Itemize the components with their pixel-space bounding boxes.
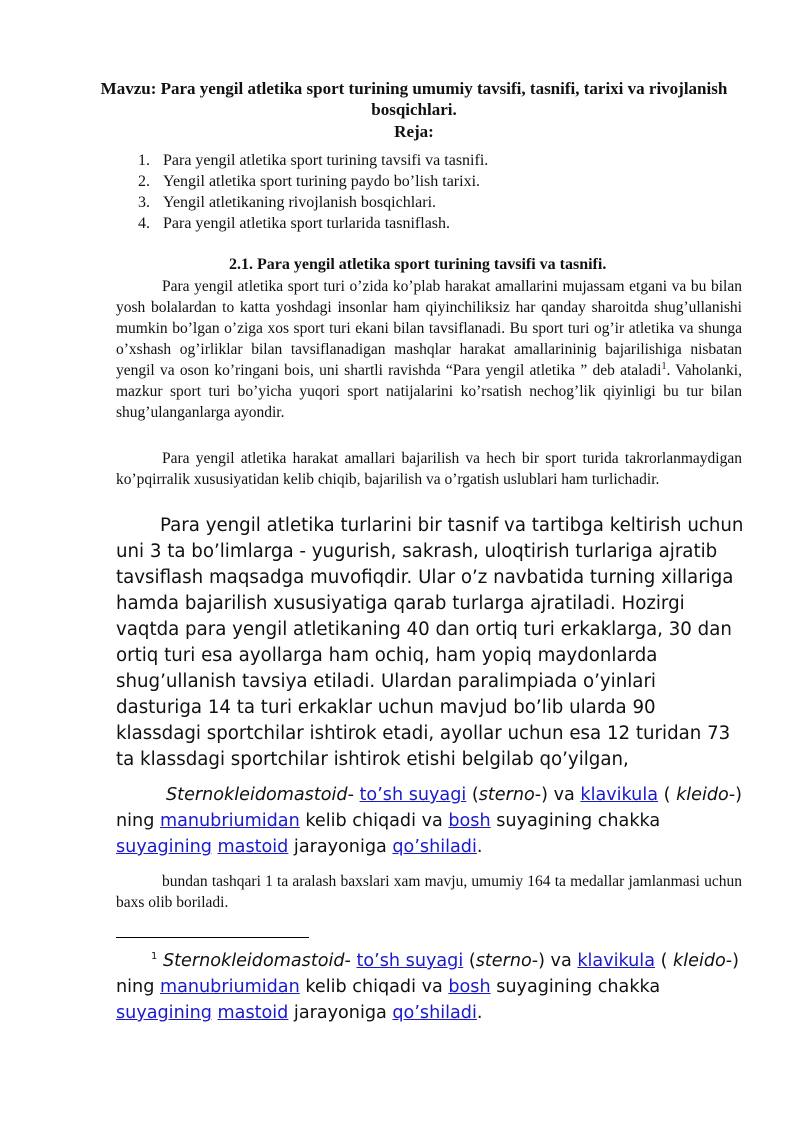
footnote-number: 1 [151, 951, 158, 963]
plan-item-number: 1. [138, 152, 150, 169]
text-fragment: . [476, 837, 483, 857]
text-fragment: . [476, 1003, 483, 1023]
footnote [116, 948, 746, 1026]
link-mastoid[interactable]: mastoid [217, 1003, 289, 1023]
plan-item-number: 2. [138, 173, 150, 190]
paragraph-description [116, 276, 742, 423]
document-title: Mavzu: Para yengil atletika sport turining umumiy tavsifi, tasnifi, tarixi va rivojlanish bosqichlari. [100, 79, 728, 119]
plan-heading: Reja: [394, 122, 434, 141]
anatomy-term: Sternokleidomastoid [162, 951, 345, 971]
text-fragment: ( [463, 951, 476, 971]
text-fragment: jarayoniga [288, 1003, 393, 1023]
plan-list [120, 150, 720, 234]
text-fragment: -) va [534, 785, 581, 805]
plan-item-text: Para yengil atletika sport turlarida tasniflash. [163, 215, 451, 232]
paragraph-medals: bundan tashqari 1 ta aralash baxslari xam mavju, umumiy 164 ta medallar jamlanmasi uchun baxs olib boriladi. [116, 873, 742, 911]
text-fragment: kelib chiqadi va [299, 977, 449, 997]
link-suyagining[interactable]: suyagining [116, 837, 212, 857]
plan-item [120, 192, 720, 213]
latin-term: kleido [673, 951, 726, 971]
link-qoshiladi[interactable]: qo’shiladi [392, 837, 477, 857]
plan-item-text: Yengil atletika sport turining paydo bo’lish tarixi. [163, 173, 481, 190]
text-fragment: - [347, 785, 360, 805]
link-bosh[interactable]: bosh [448, 977, 491, 997]
link-klavikula[interactable]: klavikula [577, 951, 655, 971]
link-bosh[interactable]: bosh [448, 811, 491, 831]
plan-item-number: 4. [138, 215, 150, 232]
text-fragment: - [344, 951, 357, 971]
link-tosh-suyagi[interactable]: to’sh suyagi [356, 951, 464, 971]
latin-term: sterno [478, 785, 535, 805]
link-klavikula[interactable]: klavikula [580, 785, 659, 805]
link-mastoid[interactable]: mastoid [217, 837, 289, 857]
link-tosh-suyagi[interactable]: to’sh suyagi [359, 785, 467, 805]
text-fragment: jarayoniga [288, 837, 393, 857]
plan-item-text: Yengil atletikaning rivojlanish bosqichlari. [163, 194, 437, 211]
section-heading: 2.1. Para yengil atletika sport turining tavsifi va tasnifi. [229, 256, 607, 273]
text-fragment: suyagining chakka [490, 811, 661, 831]
paragraph-anatomy [116, 782, 746, 860]
text-fragment: -) va [531, 951, 578, 971]
plan-item [120, 150, 720, 171]
paragraph-techniques: Para yengil atletika harakat amallari bajarilish va hech bir sport turida takrorlanmaydigan ko’pqirralik xususiyatidan kelib chiqib, bajarilish va o’rgatish uslublari ham turlichadir. [116, 450, 742, 488]
paragraph-classification: Para yengil atletika turlarini bir tasnif va tartibga keltirish uchun uni 3 ta bo’limlarga - yugurish, sakrash, uloqtirish turlariga ajratib tavsiflash maqsadga muvofiqdir. Ular o’z navbatida turning xillariga hamda bajarilish xususiyatiga qarab turlarga ajratiladi. Hozirgi vaqtda para yengil atletikaning 40 dan ortiq turi erkaklarga, 30 dan ortiq turi esa ayollarga ham ochiq, ham yopiq maydonlarda shug’ullanish tavsiya etiladi. Ulardan paralimpiada o’yinlari dasturiga 14 ta turi erkaklar uchun mavjud bo’lib ularda 90 klassdagi sportchilar ishtirok etadi, ayollar uchun esa 12 turidan 73 ta klassdagi sportchilar ishtirok etishi belgilab qo’yilgan, [116, 515, 744, 770]
link-manubriumidan[interactable]: manubriumidan [159, 977, 300, 997]
text-fragment: kelib chiqadi va [299, 811, 449, 831]
text-fragment: ( [654, 951, 674, 971]
paragraph-text-tail: . Vaholanki, mazkur sport turi bo’yicha yuqori sport natijalarini ko’rsatish nechog’lik qiyinligi bu tur bilan shug’ulanganlarga ayondir. [116, 362, 742, 421]
footnote-reference[interactable]: 1 [661, 360, 667, 372]
link-manubriumidan[interactable]: manubriumidan [159, 811, 300, 831]
text-fragment: suyagining chakka [490, 977, 661, 997]
paragraph-text: Para yengil atletika sport turi o’zida ko’plab harakat amallarini mujassam etgani va bu bilan yosh bolalardan to katta yoshdagi insonlar ham qiyinchiliksiz har qanday sharoitda shug’ullanishi mumkin bo’lgan o’ziga xos sport turi ekani bilan tavsiflanadi. Bu sport turi og’ir atletika va shunga o’xshash og’irliklar bilan tavsiflanadigan mashqlar harakat amallarininig bajarilishiga nisbatan yengil va oson ko’ringani bois, uni shartli ravishda “Para yengil atletika ” deb ataladi [116, 278, 742, 379]
text-fragment: ( [658, 785, 677, 805]
plan-item [120, 171, 720, 192]
latin-term: sterno [475, 951, 532, 971]
plan-item-number: 3. [138, 194, 150, 211]
link-qoshiladi[interactable]: qo’shiladi [392, 1003, 477, 1023]
plan-item [120, 213, 720, 234]
latin-term: kleido [676, 785, 729, 805]
text-fragment: -) ning [116, 951, 739, 997]
footnote-separator [116, 937, 309, 938]
text-fragment: -) ning [116, 785, 743, 831]
text-fragment: ( [466, 785, 479, 805]
plan-item-text: Para yengil atletika sport turining tavsifi va tasnifi. [163, 152, 489, 169]
link-suyagining[interactable]: suyagining [116, 1003, 212, 1023]
anatomy-term: Sternokleidomastoid [166, 785, 348, 805]
